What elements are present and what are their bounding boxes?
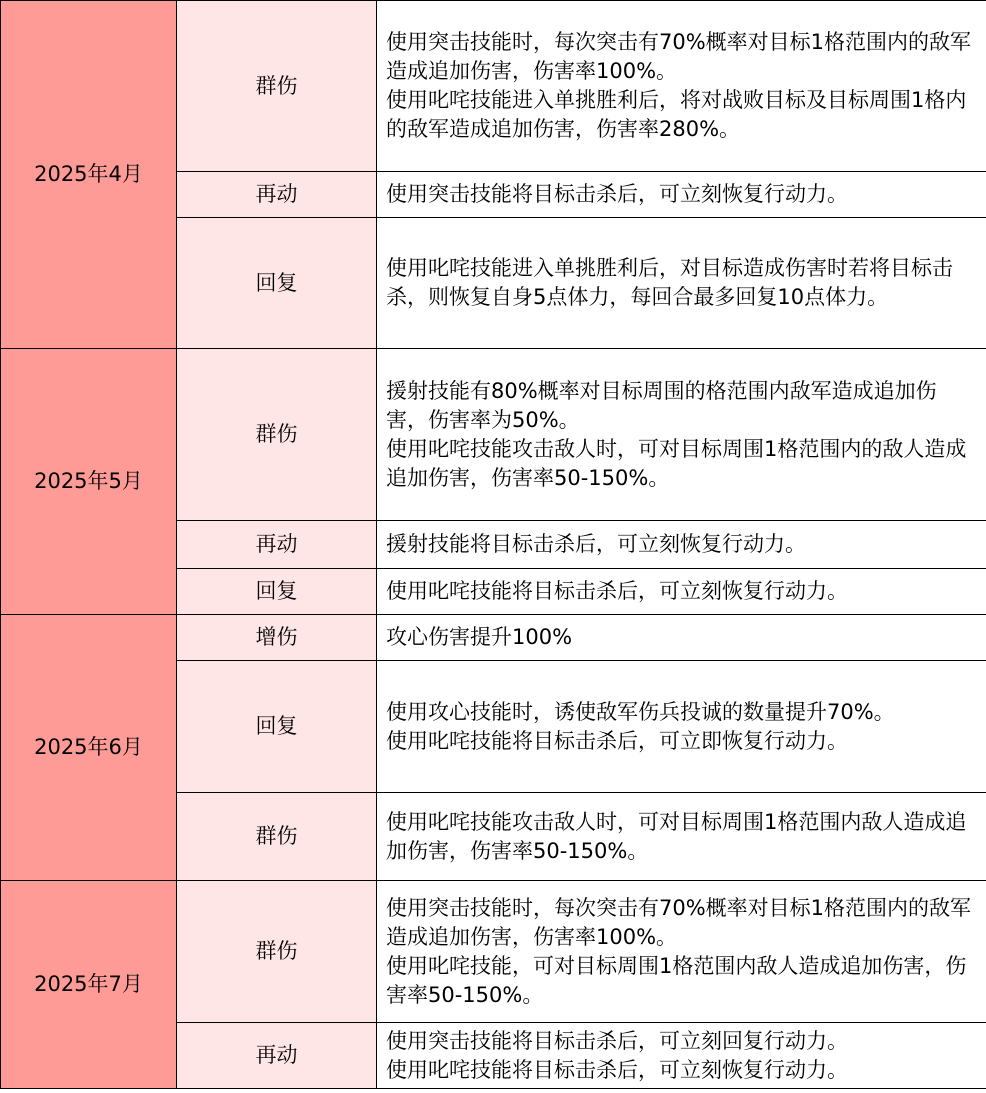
skill-type-cell: 回复 — [177, 661, 377, 793]
skill-type-cell: 再动 — [177, 1023, 377, 1089]
description-line: 援射技能将目标击杀后，可立刻恢复行动力。 — [386, 532, 806, 556]
table-row — [1, 881, 986, 1023]
skill-type-cell: 增伤 — [177, 615, 377, 661]
description-line: 使用突击技能将目标击杀后，可立刻恢复行动力。 — [386, 182, 848, 206]
skill-type-cell: 回复 — [177, 218, 377, 349]
month-cell: 2025年5月 — [1, 349, 177, 615]
description-line: 使用突击技能将目标击杀后，可立刻回复行动力。 — [386, 1028, 848, 1053]
description-line: 使用叱咤技能攻击敌人时，可对目标周围1格范围内的敌人造成追加伤害，伤害率50-150%。 — [386, 436, 967, 490]
skill-description-cell — [377, 793, 986, 881]
description-line: 使用叱咤技能将目标击杀后，可立刻恢复行动力。 — [386, 579, 848, 603]
skill-description-cell — [377, 881, 986, 1023]
description-line: 使用叱咤技能进入单挑胜利后，对目标造成伤害时若将目标击杀，则恢复自身5点体力，每回合最多回复10点体力。 — [386, 256, 953, 309]
description-line: 使用突击技能时，每次突击有70%概率对目标1格范围内的敌军造成追加伤害，伤害率100%。 — [386, 895, 972, 949]
description-line: 使用突击技能时，每次突击有70%概率对目标1格范围内的敌军造成追加伤害，伤害率100%。 — [386, 30, 972, 83]
month-cell: 2025年4月 — [1, 1, 177, 349]
table-body — [1, 1, 986, 1089]
skill-description-cell — [377, 1023, 986, 1089]
skill-description-cell — [377, 521, 986, 569]
description-line: 使用叱咤技能将目标击杀后，可立刻恢复行动力。 — [386, 1057, 848, 1082]
table-row — [1, 615, 986, 661]
skill-type-cell: 群伤 — [177, 1, 377, 172]
description-line: 攻心伤害提升100% — [386, 625, 573, 649]
month-cell: 2025年6月 — [1, 615, 177, 881]
description-line: 援射技能有80%概率对目标周围的格范围内敌军造成追加伤害，伤害率为50%。 — [386, 378, 937, 432]
skill-description-cell — [377, 349, 986, 521]
skill-type-cell: 再动 — [177, 172, 377, 218]
skill-description-cell — [377, 172, 986, 218]
skill-description-cell — [377, 569, 986, 615]
table-row — [1, 1, 986, 172]
skill-type-cell: 再动 — [177, 521, 377, 569]
skill-type-cell: 群伤 — [177, 349, 377, 521]
skill-description-cell — [377, 1, 986, 172]
skill-description-cell — [377, 661, 986, 793]
description-line: 使用叱咤技能将目标击杀后，可立即恢复行动力。 — [386, 728, 848, 753]
description-line: 使用攻心技能时，诱使敌军伤兵投诚的数量提升70%。 — [386, 699, 895, 724]
month-cell: 2025年7月 — [1, 881, 177, 1089]
skill-type-cell: 群伤 — [177, 793, 377, 881]
table-row — [1, 349, 986, 521]
description-line: 使用叱咤技能，可对目标周围1格范围内敌人造成追加伤害，伤害率50-150%。 — [386, 953, 967, 1007]
skill-description-cell — [377, 218, 986, 349]
description-line: 使用叱咤技能进入单挑胜利后，将对战败目标及目标周围1格内的敌军造成追加伤害，伤害率280%。 — [386, 88, 967, 141]
skill-type-cell: 群伤 — [177, 881, 377, 1023]
skill-description-cell — [377, 615, 986, 661]
skill-type-cell: 回复 — [177, 569, 377, 615]
description-line: 使用叱咤技能攻击敌人时，可对目标周围1格范围内敌人造成追加伤害，伤害率50-150%。 — [386, 809, 967, 863]
